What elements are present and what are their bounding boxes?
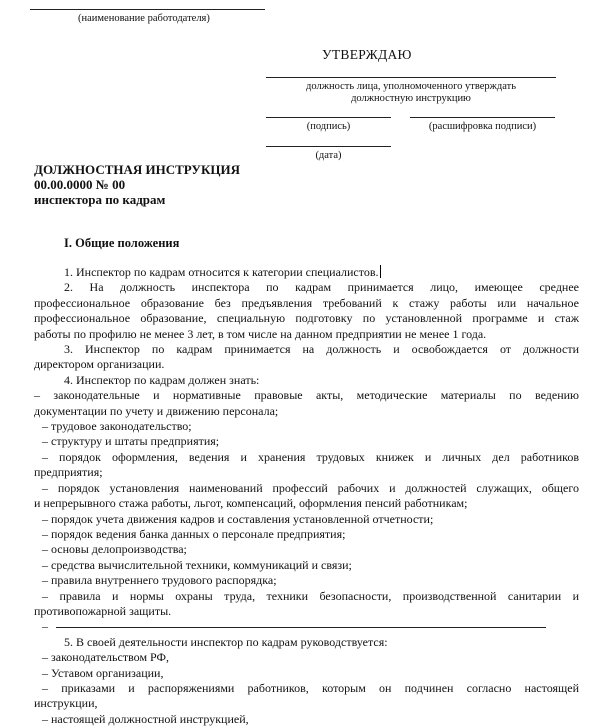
knowledge-5-line-1: – порядок установления наименований профессий рабочих и должностей служащих, общего [42,480,579,495]
knowledge-3: – структуру и штаты предприятия; [42,434,220,449]
knowledge-2: – трудовое законодательство; [42,419,192,434]
guide-3-line-2: инструкции, [34,696,98,711]
guide-2: – Уставом организации, [42,665,164,680]
section-heading: I. Общие положения [64,236,180,250]
doc-title-2: 00.00.0000 № 00 [34,177,126,192]
paragraph-2-line-1: 2. На должность инспектора по кадрам принимается лицо, имеющее среднее [64,280,579,295]
paragraph-1: 1. Инспектор по кадрам относится к категории специалистов. [64,265,379,279]
paragraph-2-line-3: профессиональное образование, специальную подготовку по установленной программе и стаж [34,311,579,326]
knowledge-11-line-2: противопожарной защиты. [34,603,172,618]
knowledge-9: – средства вычислительной техники, коммуникаций и связи; [42,557,352,572]
knowledge-11-line-1: – правила и нормы охраны труда, техники безопасности, производственной санитарии и [42,588,579,603]
knowledge-1-line-2: документации по учету и движению персонала; [34,403,279,418]
decoding-line [410,117,555,118]
paragraph-2-line-4: работы по профилю не менее 3 лет, в том числе на данном предприятии не менее 1 года. [34,326,487,341]
paragraph-2-line-2: профессиональное образование без предъявления требований к стажу работы или начальное [34,295,579,310]
signature-caption: (подпись) [306,121,351,132]
knowledge-4-line-2: предприятия; [34,465,103,480]
paragraph-5: 5. В своей деятельности инспектор по кадрам руководствуется: [64,634,388,649]
knowledge-8: – основы делопроизводства; [42,542,187,557]
paragraph-3-line-2: директором организации. [34,357,165,372]
date-caption: (дата) [315,150,342,161]
approve-title: УТВЕРЖДАЮ [322,47,412,62]
position-caption-1: должность лица, уполномоченного утверждать [306,81,516,92]
text-cursor [380,265,381,278]
signature-line [266,117,391,118]
position-line [266,77,556,78]
doc-title-3: инспектора по кадрам [34,192,166,207]
knowledge-6: – порядок учета движения кадров и составления установленной отчетности; [42,511,434,526]
doc-title-1: ДОЛЖНОСТНАЯ ИНСТРУКЦИЯ [34,162,241,177]
knowledge-4-line-1: – порядок оформления, ведения и хранения трудовых книжек и личных дел работников [42,449,579,464]
guide-3-line-1: – приказами и распоряжениями работников, которым он подчинен согласно настоящей [42,680,579,695]
knowledge-5-line-2: и непрерывного стажа работы, льгот, компенсаций, оформления пенсий работникам; [34,496,468,511]
position-caption-2: должностную инструкцию [351,93,471,104]
paragraph-3-line-1: 3. Инспектор по кадрам принимается на должность и освобождается от должности [64,342,579,357]
guide-4: – настоящей должностной инструкцией, [42,711,249,726]
knowledge-10: – правила внутреннего трудового распорядка; [42,573,277,588]
knowledge-1-line-1: – законодательные и нормативные правовые акты, методические материалы по ведению [34,388,579,403]
knowledge-7: – порядок ведения банка данных о персонале предприятия; [42,526,346,541]
knowledge-12-blank: – [34,619,579,634]
date-line [266,146,391,147]
section-body [34,265,579,727]
employer-name-line [30,9,265,10]
paragraph-4: 4. Инспектор по кадрам должен знать: [64,372,260,387]
employer-caption: (наименование работодателя) [78,13,210,24]
decoding-caption: (расшифровка подписи) [428,121,537,132]
guide-1: – законодательством РФ, [42,650,169,665]
blank-fill-line [56,627,546,628]
